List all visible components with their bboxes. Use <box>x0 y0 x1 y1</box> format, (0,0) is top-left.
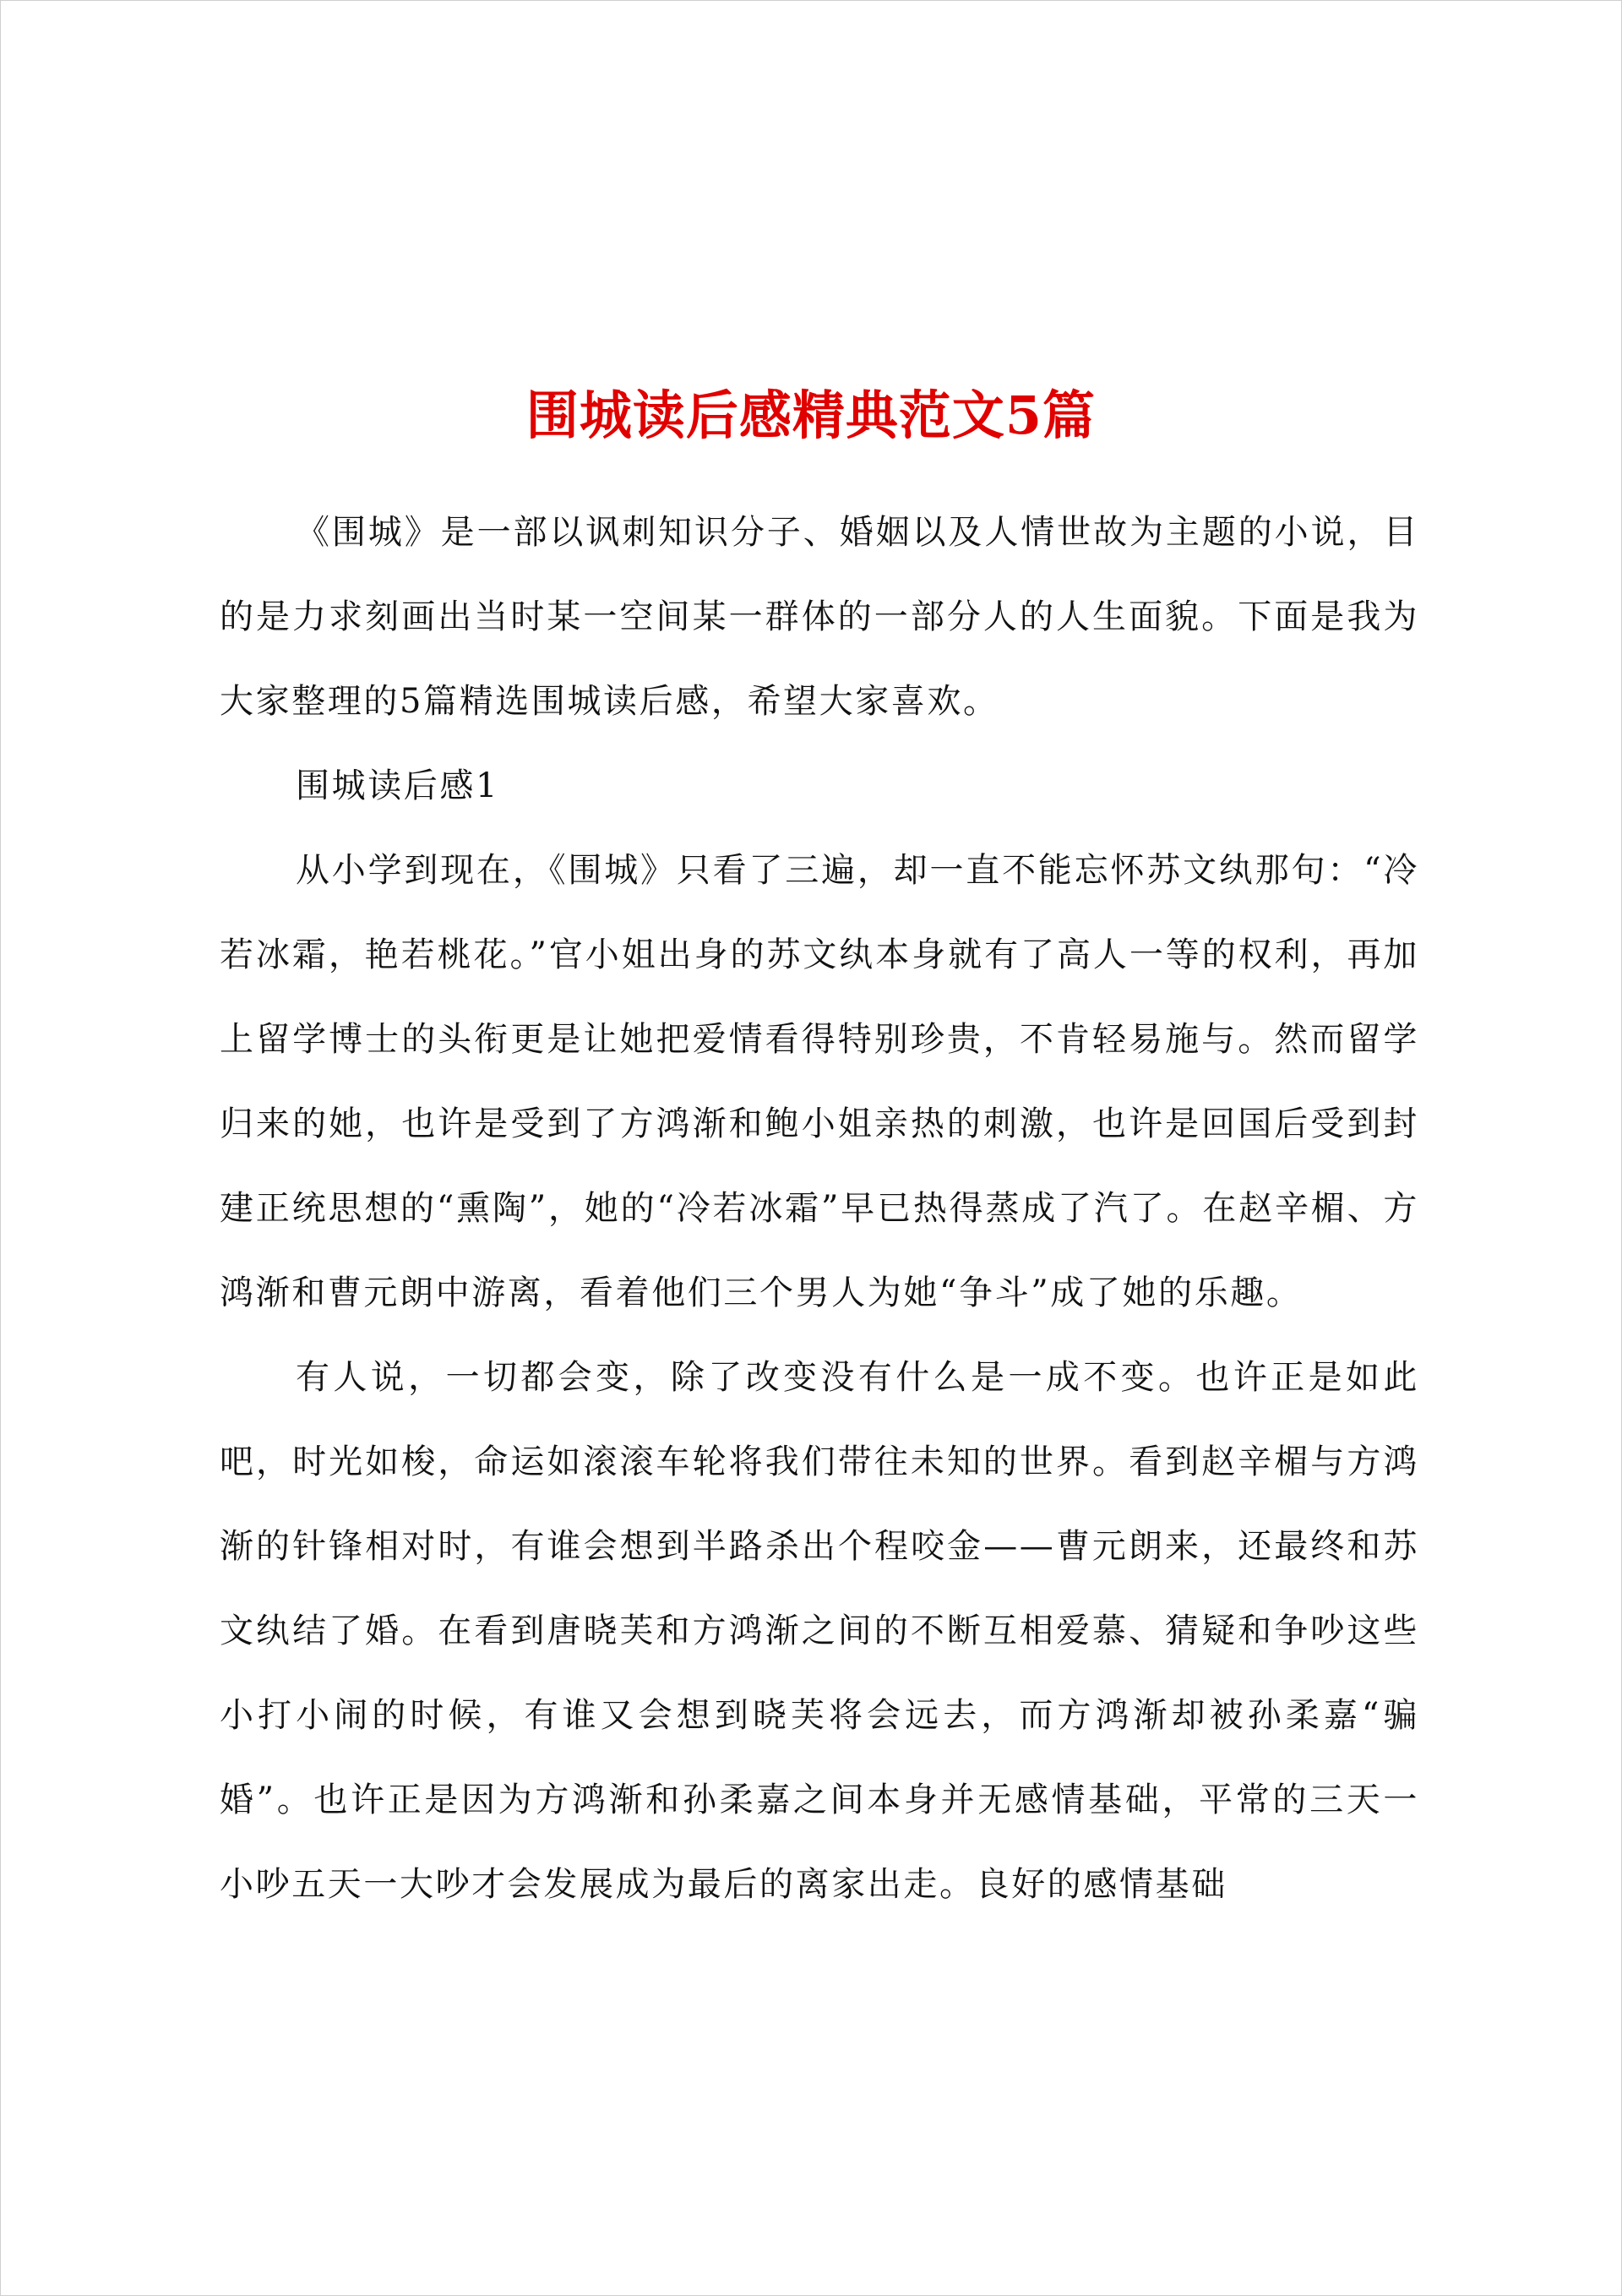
intro-paragraph: 《围城》是一部以讽刺知识分子、婚姻以及人情世故为主题的小说，目的是力求刻画出当时某一空间某一群体的一部分人的人生面貌。下面是我为大家整理的5篇精选围城读后感，希望大家喜欢。 <box>220 513 1419 721</box>
document-title: 围城读后感精典范文5篇 <box>525 384 1097 446</box>
body-paragraph-1: 从小学到现在，《围城》只看了三遍，却一直不能忘怀苏文纨那句：“冷若冰霜，艳若桃花。”官小姐出身的苏文纨本身就有了高人一等的权利，再加上留学博士的头衔更是让她把爱情看得特别珍贵，不肯轻易施与。然而留学归来的她，也许是受到了方鸿渐和鲍小姐亲热的刺激，也许是回国后受到封建正统思想的“熏陶”，她的“冷若冰霜”早已热得蒸成了汽了。在赵辛楣、方鸿渐和曹元朗中游离，看着他们三个男人为她“争斗”成了她的乐趣。 <box>220 851 1419 1312</box>
body-paragraph-2: 有人说，一切都会变，除了改变没有什么是一成不变。也许正是如此吧，时光如梭，命运如滚滚车轮将我们带往未知的世界。看到赵辛楣与方鸿渐的针锋相对时，有谁会想到半路杀出个程咬金——曹元朗来，还最终和苏文纨结了婚。在看到唐晓芙和方鸿渐之间的不断互相爱慕、猜疑和争吵这些小打小闹的时候，有谁又会想到晓芙将会远去，而方鸿渐却被孙柔嘉“骗婚”。也许正是因为方鸿渐和孙柔嘉之间本身并无感情基础，平常的三天一小吵五天一大吵才会发展成为最后的离家出走。良好的感情基础 <box>220 1358 1419 1904</box>
document-body <box>220 490 1419 1927</box>
section-heading: 围城读后感1 <box>296 766 500 805</box>
